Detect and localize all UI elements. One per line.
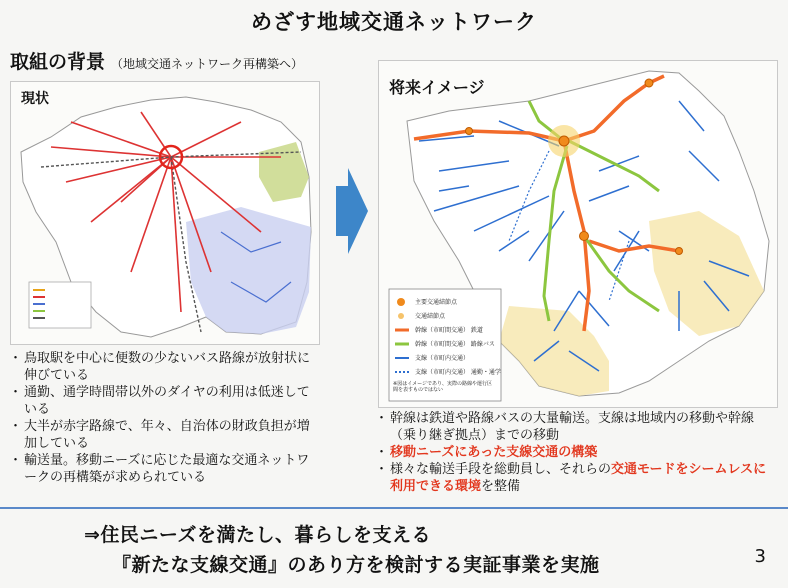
legend-item: 支線（市町内交通） xyxy=(415,355,470,362)
current-route-map xyxy=(11,82,319,344)
bullet-text: 幹線は鉄道や路線バスの大量輸送。支線は地域内の移動や幹線（乗り継ぎ拠点）までの移動 xyxy=(390,411,755,443)
legend-note: ※図はイメージであり、実際の路線や運行区間を表すものではない xyxy=(393,381,493,393)
legend-item: 幹線（市町間交通） 路線バス xyxy=(415,341,495,348)
divider-line xyxy=(0,507,788,509)
section-heading xyxy=(10,47,303,74)
section-heading-text: 取組の背景 xyxy=(10,51,106,73)
list-item xyxy=(378,444,778,461)
page-title: めざす地域交通ネットワーク xyxy=(251,10,537,34)
legend-item: 幹線（市町間交通） 鉄道 xyxy=(415,327,483,334)
future-map-panel xyxy=(378,60,778,408)
bullet-text: 様々な輸送手段を総動員し、それらの xyxy=(390,462,612,477)
list-item xyxy=(378,461,778,495)
legend-item: 支線（市町内交通） 通勤・通学 xyxy=(415,369,501,376)
conclusion-line-1: ⇒住民ニーズを満たし、暮らしを支える xyxy=(84,524,431,546)
legend-item: 交通結節点 xyxy=(415,313,446,320)
legend-item: 主要交通結節点 xyxy=(415,299,458,306)
current-bullet-list xyxy=(12,350,312,486)
list-item: ・ 輸送量。移動ニーズに応じた最適な交通ネットワークの再構築が求められている xyxy=(12,452,312,486)
section-subheading: （地域交通ネットワーク再構築へ） xyxy=(111,57,304,71)
bullet-text: を整備 xyxy=(481,479,521,494)
list-item: ・ 大半が赤字路線で、年々、自治体の財政負担が増加している xyxy=(12,418,312,452)
future-bullet-list xyxy=(378,410,778,495)
current-map-panel xyxy=(10,81,320,345)
list-item xyxy=(378,410,778,444)
current-label: 現状 xyxy=(21,91,49,107)
list-item: ・ 鳥取駅を中心に便数の少ないバス路線が放射状に伸びている xyxy=(12,350,312,384)
transition-arrow-icon xyxy=(336,168,368,254)
highlight-text: 交通モードをシームレスに利用できる環境 xyxy=(390,462,767,494)
list-item: ・ 通勤、通学時間帯以外のダイヤの利用は低迷している xyxy=(12,384,312,418)
future-label: 将来イメージ xyxy=(389,78,485,97)
highlight-text: 移動ニーズにあった支線交通の構築 xyxy=(390,445,598,460)
page-number: 3 xyxy=(754,546,766,567)
conclusion-line-2: 『新たな支線交通』のあり方を検討する実証事業を実施 xyxy=(112,554,600,576)
